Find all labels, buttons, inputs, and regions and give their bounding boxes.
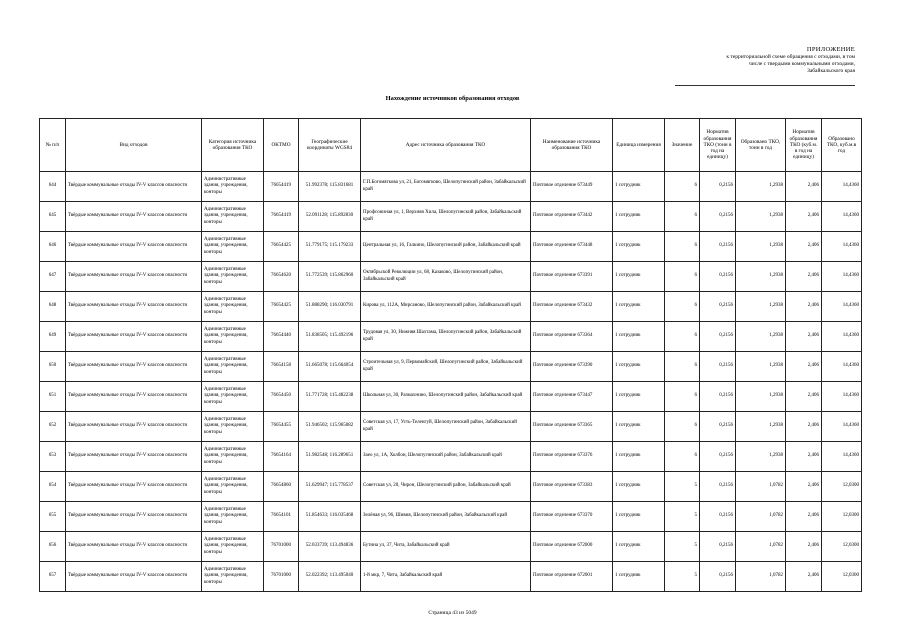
norm-m3-cell: 2,406	[786, 322, 822, 352]
page-number: Страница 43 из 5049	[428, 610, 477, 616]
oktmo-cell: 76654860	[264, 472, 299, 502]
table-row	[40, 202, 862, 232]
oktmo-cell: 76654419	[264, 202, 299, 232]
waste-type-cell: Твёрдые коммунальные отходы IV-V классов опасности	[66, 412, 202, 442]
document-title: Нахождение источников образования отходов	[385, 95, 520, 102]
value-cell: 5	[665, 562, 700, 592]
source-category-cell: Административные здания, учреждения, конторы	[202, 412, 264, 442]
source-name-cell: Почтовое отделение 673432	[531, 292, 613, 322]
source-category-cell: Административные здания, учреждения, конторы	[202, 532, 264, 562]
column-header: № п/п	[40, 119, 66, 172]
tons-per-year-cell: 1,0782	[736, 472, 786, 502]
column-header: ОКТМО	[264, 119, 299, 172]
row-number-cell: 650	[40, 352, 66, 382]
coordinates-cell: 51.946502; 115.965082	[299, 412, 361, 442]
tons-per-year-cell: 1,0782	[736, 562, 786, 592]
table-row	[40, 532, 862, 562]
waste-type-cell: Твёрдые коммунальные отходы IV-V классов опасности	[66, 442, 202, 472]
address-cell: Советская ул, 20, Чирон, Шелопугинский район, Забайкальский край	[361, 472, 531, 502]
coordinates-cell: 52.033739; 113.494836	[299, 532, 361, 562]
coordinates-cell: 52.022392; 113.495040	[299, 562, 361, 592]
table-row	[40, 472, 862, 502]
row-number-cell: 653	[40, 442, 66, 472]
value-cell: 5	[665, 472, 700, 502]
address-cell: Октябрьской Революции ул, 68, Казаково, Шелопугинский район, Забайкальский край	[361, 262, 531, 292]
tons-per-year-cell: 1,2938	[736, 382, 786, 412]
source-name-cell: Почтовое отделение 673364	[531, 322, 613, 352]
source-category-cell: Административные здания, учреждения, конторы	[202, 262, 264, 292]
unit-cell: 1 сотрудник	[613, 382, 665, 412]
column-header: Норматив образования ТКО (тонн в год на единицу)	[700, 119, 736, 172]
norm-m3-cell: 2,406	[786, 472, 822, 502]
m3-per-year-cell: 12,0300	[822, 472, 862, 502]
column-header: Образовано ТКО, куб.м.в год	[822, 119, 862, 172]
norm-tons-cell: 0,2156	[700, 382, 736, 412]
column-header: Норматив образования ТКО (куб.м. в год на единицу)	[786, 119, 822, 172]
norm-m3-cell: 2,406	[786, 172, 822, 202]
address-cell: Зелёная ул, 96, Шивия, Шелопугинский район, Забайкальский край	[361, 502, 531, 532]
address-cell: Заео ул, 1А, Холбон, Шелопугинский район, Забайкальский край	[361, 442, 531, 472]
row-number-cell: 645	[40, 202, 66, 232]
unit-cell: 1 сотрудник	[613, 292, 665, 322]
unit-cell: 1 сотрудник	[613, 232, 665, 262]
table-row	[40, 322, 862, 352]
coordinates-cell: 51.772539; 115.862960	[299, 262, 361, 292]
table-row	[40, 262, 862, 292]
unit-cell: 1 сотрудник	[613, 322, 665, 352]
source-name-cell: Почтовое отделение 673383	[531, 472, 613, 502]
tons-per-year-cell: 1,2938	[736, 412, 786, 442]
oktmo-cell: 76654164	[264, 442, 299, 472]
waste-type-cell: Твёрдые коммунальные отходы IV-V классов опасности	[66, 352, 202, 382]
unit-cell: 1 сотрудник	[613, 412, 665, 442]
appendix-heading: ПРИЛОЖЕНИЕ	[806, 46, 855, 53]
oktmo-cell: 76654455	[264, 412, 299, 442]
oktmo-cell: 76654158	[264, 352, 299, 382]
coordinates-cell: 51.888290; 116.030791	[299, 292, 361, 322]
norm-m3-cell: 2,406	[786, 442, 822, 472]
row-number-cell: 648	[40, 292, 66, 322]
waste-type-cell: Твёрдые коммунальные отходы IV-V классов опасности	[66, 382, 202, 412]
value-cell: 6	[665, 262, 700, 292]
waste-type-cell: Твёрдые коммунальные отходы IV-V классов опасности	[66, 292, 202, 322]
source-category-cell: Административные здания, учреждения, конторы	[202, 562, 264, 592]
appendix-line: Забайкальского края	[807, 68, 855, 74]
unit-cell: 1 сотрудник	[613, 532, 665, 562]
norm-m3-cell: 2,406	[786, 382, 822, 412]
waste-type-cell: Твёрдые коммунальные отходы IV-V классов опасности	[66, 232, 202, 262]
m3-per-year-cell: 12,0300	[822, 502, 862, 532]
appendix-line: числе с твердыми коммунальными отходами,	[748, 61, 855, 67]
table-row	[40, 172, 862, 202]
tons-per-year-cell: 1,2938	[736, 172, 786, 202]
address-cell: Трудовая ул, 30, Нижняя Шахтама, Шелопугинский район, Забайкальский край	[361, 322, 531, 352]
column-header: Единица измерения	[613, 119, 665, 172]
source-name-cell: Почтовое отделение 673376	[531, 442, 613, 472]
source-category-cell: Административные здания, учреждения, конторы	[202, 382, 264, 412]
norm-tons-cell: 0,2156	[700, 502, 736, 532]
coordinates-cell: 51.838505; 115.492196	[299, 322, 361, 352]
oktmo-cell: 76654620	[264, 262, 299, 292]
source-category-cell: Административные здания, учреждения, конторы	[202, 172, 264, 202]
unit-cell: 1 сотрудник	[613, 502, 665, 532]
norm-tons-cell: 0,2156	[700, 172, 736, 202]
norm-tons-cell: 0,2156	[700, 202, 736, 232]
address-cell: Г.П.Богомягкова ул, 21, Богомягково, Шелопугинский район, Забайкальский край	[361, 172, 531, 202]
m3-per-year-cell: 12,0300	[822, 562, 862, 592]
source-category-cell: Административные здания, учреждения, конторы	[202, 442, 264, 472]
oktmo-cell: 76654101	[264, 502, 299, 532]
address-cell: Профсоюзная ул, 1, Верхняя Хила, Шелопугинский район, Забайкальский край	[361, 202, 531, 232]
row-number-cell: 651	[40, 382, 66, 412]
unit-cell: 1 сотрудник	[613, 562, 665, 592]
waste-type-cell: Твёрдые коммунальные отходы IV-V классов опасности	[66, 172, 202, 202]
row-number-cell: 644	[40, 172, 66, 202]
m3-per-year-cell: 14,4360	[822, 352, 862, 382]
source-name-cell: Почтовое отделение 673448	[531, 232, 613, 262]
value-cell: 5	[665, 532, 700, 562]
coordinates-cell: 52.091128; 115.892830	[299, 202, 361, 232]
column-header: Адрес источника образования ТКО	[361, 119, 531, 172]
coordinates-cell: 51.982548; 116.289651	[299, 442, 361, 472]
norm-tons-cell: 0,2156	[700, 412, 736, 442]
norm-m3-cell: 2,406	[786, 352, 822, 382]
tons-per-year-cell: 1,2938	[736, 262, 786, 292]
table-row	[40, 502, 862, 532]
norm-tons-cell: 0,2156	[700, 532, 736, 562]
m3-per-year-cell: 14,4360	[822, 442, 862, 472]
m3-per-year-cell: 14,4360	[822, 292, 862, 322]
coordinates-cell: 51.629947; 115.778537	[299, 472, 361, 502]
unit-cell: 1 сотрудник	[613, 442, 665, 472]
norm-tons-cell: 0,2156	[700, 292, 736, 322]
m3-per-year-cell: 12,0300	[822, 532, 862, 562]
tons-per-year-cell: 1,2938	[736, 232, 786, 262]
source-name-cell: Почтовое отделение 673442	[531, 202, 613, 232]
norm-m3-cell: 2,406	[786, 292, 822, 322]
norm-tons-cell: 0,2156	[700, 442, 736, 472]
row-number-cell: 657	[40, 562, 66, 592]
m3-per-year-cell: 14,4360	[822, 172, 862, 202]
table-row	[40, 352, 862, 382]
unit-cell: 1 сотрудник	[613, 262, 665, 292]
address-cell: 1-й мкр, 7, Чита, Забайкальский край	[361, 562, 531, 592]
waste-type-cell: Твёрдые коммунальные отходы IV-V классов опасности	[66, 502, 202, 532]
row-number-cell: 654	[40, 472, 66, 502]
value-cell: 6	[665, 442, 700, 472]
source-category-cell: Административные здания, учреждения, конторы	[202, 472, 264, 502]
tons-per-year-cell: 1,2938	[736, 292, 786, 322]
source-name-cell: Почтовое отделение 673390	[531, 352, 613, 382]
source-name-cell: Почтовое отделение 672001	[531, 562, 613, 592]
oktmo-cell: 76654440	[264, 322, 299, 352]
value-cell: 6	[665, 412, 700, 442]
m3-per-year-cell: 14,4360	[822, 232, 862, 262]
column-header: Географические координаты WGS84	[299, 119, 361, 172]
norm-m3-cell: 2,406	[786, 532, 822, 562]
source-name-cell: Почтовое отделение 673370	[531, 502, 613, 532]
address-cell: Строительная ул, 9, Первомайский, Шелопугинский район, Забайкальский край	[361, 352, 531, 382]
table-row	[40, 562, 862, 592]
norm-m3-cell: 2,406	[786, 502, 822, 532]
coordinates-cell: 51.992378; 115.831681	[299, 172, 361, 202]
oktmo-cell: 76654425	[264, 292, 299, 322]
table-body	[40, 172, 862, 592]
source-category-cell: Административные здания, учреждения, конторы	[202, 502, 264, 532]
row-number-cell: 646	[40, 232, 66, 262]
waste-type-cell: Твёрдые коммунальные отходы IV-V классов опасности	[66, 472, 202, 502]
appendix-note	[675, 46, 855, 86]
table-row	[40, 442, 862, 472]
value-cell: 6	[665, 352, 700, 382]
tons-per-year-cell: 1,2938	[736, 322, 786, 352]
waste-type-cell: Твёрдые коммунальные отходы IV-V классов опасности	[66, 562, 202, 592]
column-header: Наименование источника образования ТКО	[531, 119, 613, 172]
address-cell: Школьная ул, 30, Размахнино, Шелопугинский район, Забайкальский край	[361, 382, 531, 412]
m3-per-year-cell: 14,4360	[822, 382, 862, 412]
address-cell: Бутина ул, 37, Чита, Забайкальский край	[361, 532, 531, 562]
source-name-cell: Почтовое отделение 673447	[531, 382, 613, 412]
row-number-cell: 656	[40, 532, 66, 562]
coordinates-cell: 51.665078; 115.664054	[299, 352, 361, 382]
row-number-cell: 652	[40, 412, 66, 442]
column-header: Образовано ТКО, тонн в год	[736, 119, 786, 172]
value-cell: 6	[665, 382, 700, 412]
oktmo-cell: 76654419	[264, 172, 299, 202]
address-cell: Центральная ул, 16, Галкино, Шелопугинский район, Забайкальский край	[361, 232, 531, 262]
tons-per-year-cell: 1,2938	[736, 352, 786, 382]
address-cell: Советская ул, 17, Усть-Теленгуй, Шелопугинский район, Забайкальский край	[361, 412, 531, 442]
unit-cell: 1 сотрудник	[613, 172, 665, 202]
source-category-cell: Административные здания, учреждения, конторы	[202, 322, 264, 352]
waste-type-cell: Твёрдые коммунальные отходы IV-V классов опасности	[66, 202, 202, 232]
unit-cell: 1 сотрудник	[613, 202, 665, 232]
column-header: Вид отходов	[66, 119, 202, 172]
appendix-line: к территориальной схеме обращения с отходами, в том	[726, 54, 855, 60]
source-name-cell: Почтовое отделение 673391	[531, 262, 613, 292]
waste-type-cell: Твёрдые коммунальные отходы IV-V классов опасности	[66, 322, 202, 352]
norm-tons-cell: 0,2156	[700, 352, 736, 382]
m3-per-year-cell: 14,4360	[822, 322, 862, 352]
coordinates-cell: 51.779175; 115.179233	[299, 232, 361, 262]
value-cell: 6	[665, 322, 700, 352]
table-row	[40, 382, 862, 412]
norm-m3-cell: 2,406	[786, 412, 822, 442]
oktmo-cell: 76654425	[264, 232, 299, 262]
m3-per-year-cell: 14,4360	[822, 412, 862, 442]
column-header: Значение	[665, 119, 700, 172]
tons-per-year-cell: 1,0782	[736, 532, 786, 562]
source-category-cell: Административные здания, учреждения, конторы	[202, 292, 264, 322]
waste-type-cell: Твёрдые коммунальные отходы IV-V классов опасности	[66, 532, 202, 562]
value-cell: 6	[665, 292, 700, 322]
m3-per-year-cell: 14,4360	[822, 262, 862, 292]
norm-tons-cell: 0,2156	[700, 472, 736, 502]
column-header: Категория источника образования ТКО	[202, 119, 264, 172]
m3-per-year-cell: 14,4360	[822, 202, 862, 232]
row-number-cell: 655	[40, 502, 66, 532]
table-row	[40, 292, 862, 322]
norm-tons-cell: 0,2156	[700, 562, 736, 592]
source-name-cell: Почтовое отделение 673365	[531, 412, 613, 442]
norm-m3-cell: 2,406	[786, 262, 822, 292]
table-header-row	[40, 119, 862, 172]
tons-per-year-cell: 1,2938	[736, 442, 786, 472]
unit-cell: 1 сотрудник	[613, 352, 665, 382]
source-category-cell: Административные здания, учреждения, конторы	[202, 352, 264, 382]
value-cell: 6	[665, 202, 700, 232]
row-number-cell: 649	[40, 322, 66, 352]
norm-m3-cell: 2,406	[786, 202, 822, 232]
unit-cell: 1 сотрудник	[613, 472, 665, 502]
oktmo-cell: 76654450	[264, 382, 299, 412]
norm-m3-cell: 2,406	[786, 562, 822, 592]
source-name-cell: Почтовое отделение 672000	[531, 532, 613, 562]
table-row	[40, 232, 862, 262]
sources-table	[39, 118, 862, 592]
coordinates-cell: 51.854633; 116.035468	[299, 502, 361, 532]
norm-m3-cell: 2,406	[786, 232, 822, 262]
waste-type-cell: Твёрдые коммунальные отходы IV-V классов опасности	[66, 262, 202, 292]
address-cell: Кирова ул, 112А, Мирсаново, Шелопугинский район, Забайкальский край	[361, 292, 531, 322]
oktmo-cell: 76701000	[264, 532, 299, 562]
coordinates-cell: 51.771728; 115.482238	[299, 382, 361, 412]
source-category-cell: Административные здания, учреждения, конторы	[202, 232, 264, 262]
signature-line	[675, 85, 855, 86]
norm-tons-cell: 0,2156	[700, 232, 736, 262]
table-row	[40, 412, 862, 442]
source-name-cell: Почтовое отделение 673449	[531, 172, 613, 202]
row-number-cell: 647	[40, 262, 66, 292]
norm-tons-cell: 0,2156	[700, 262, 736, 292]
tons-per-year-cell: 1,0782	[736, 502, 786, 532]
value-cell: 6	[665, 172, 700, 202]
tons-per-year-cell: 1,2938	[736, 202, 786, 232]
oktmo-cell: 76701000	[264, 562, 299, 592]
value-cell: 5	[665, 502, 700, 532]
source-category-cell: Административные здания, учреждения, конторы	[202, 202, 264, 232]
value-cell: 6	[665, 232, 700, 262]
norm-tons-cell: 0,2156	[700, 322, 736, 352]
